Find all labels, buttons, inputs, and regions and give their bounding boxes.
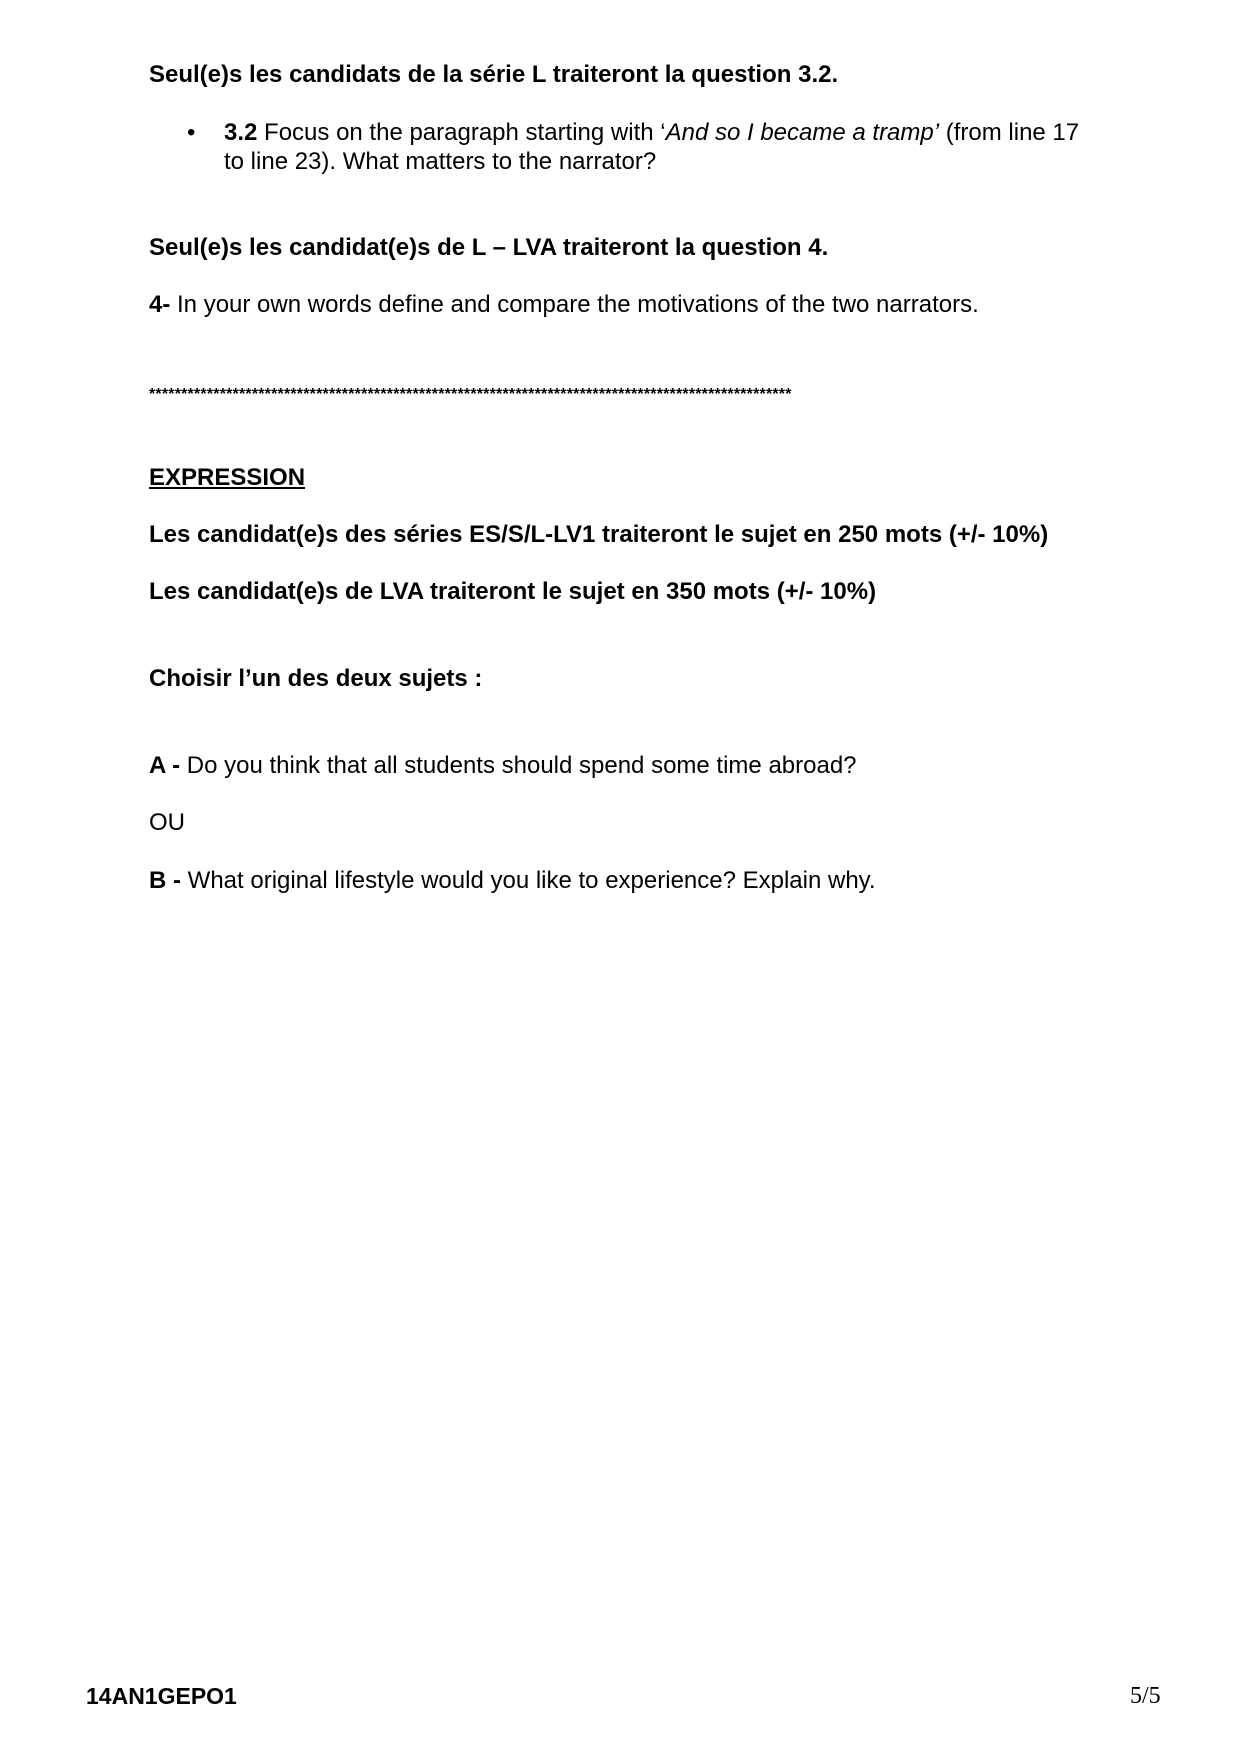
bullet-icon: • [187,119,196,146]
subject-a-label: A - [149,752,181,779]
question-4-number: 4- [149,291,171,318]
question-4 [149,290,1109,319]
question-3-2-text [224,118,1094,176]
subject-b [149,866,1109,895]
exam-code: 14AN1GEPO1 [86,1683,237,1709]
lva-heading: Seul(e)s les candidat(e)s de L – LVA traiteront la question 4. [149,234,829,261]
subject-a [149,751,1109,780]
subject-b-label: B - [149,867,181,894]
question-4-text: In your own words define and compare the motivations of the two narrators. [170,291,979,318]
page-number: 5/5 [1130,1683,1161,1709]
or-text: OU [149,809,185,836]
question-3-2-tail: (from line 17 to line 23). What matters to the narrator? [224,119,1080,175]
separator-line: **************************************************************************************************** [149,386,792,403]
l-only-heading: Seul(e)s les candidats de la série L traiteront la question 3.2. [149,61,839,88]
lv1-instruction: Les candidat(e)s des séries ES/S/L-LV1 traiteront le sujet en 250 mots (+/- 10%) [149,521,1049,548]
choose-heading: Choisir l’un des deux sujets : [149,665,483,692]
subject-b-text: What original lifestyle would you like to experience? Explain why. [181,867,876,894]
question-3-2-quote: And so I became a tramp’ [665,119,940,146]
question-3-2-number: 3.2 [224,119,258,146]
subject-a-text: Do you think that all students should spend some time abroad? [180,752,857,779]
expression-heading: EXPRESSION [149,464,306,491]
lva-instruction: Les candidat(e)s de LVA traiteront le sujet en 350 mots (+/- 10%) [149,578,877,605]
question-3-2-lead: Focus on the paragraph starting with ‘ [257,119,666,146]
